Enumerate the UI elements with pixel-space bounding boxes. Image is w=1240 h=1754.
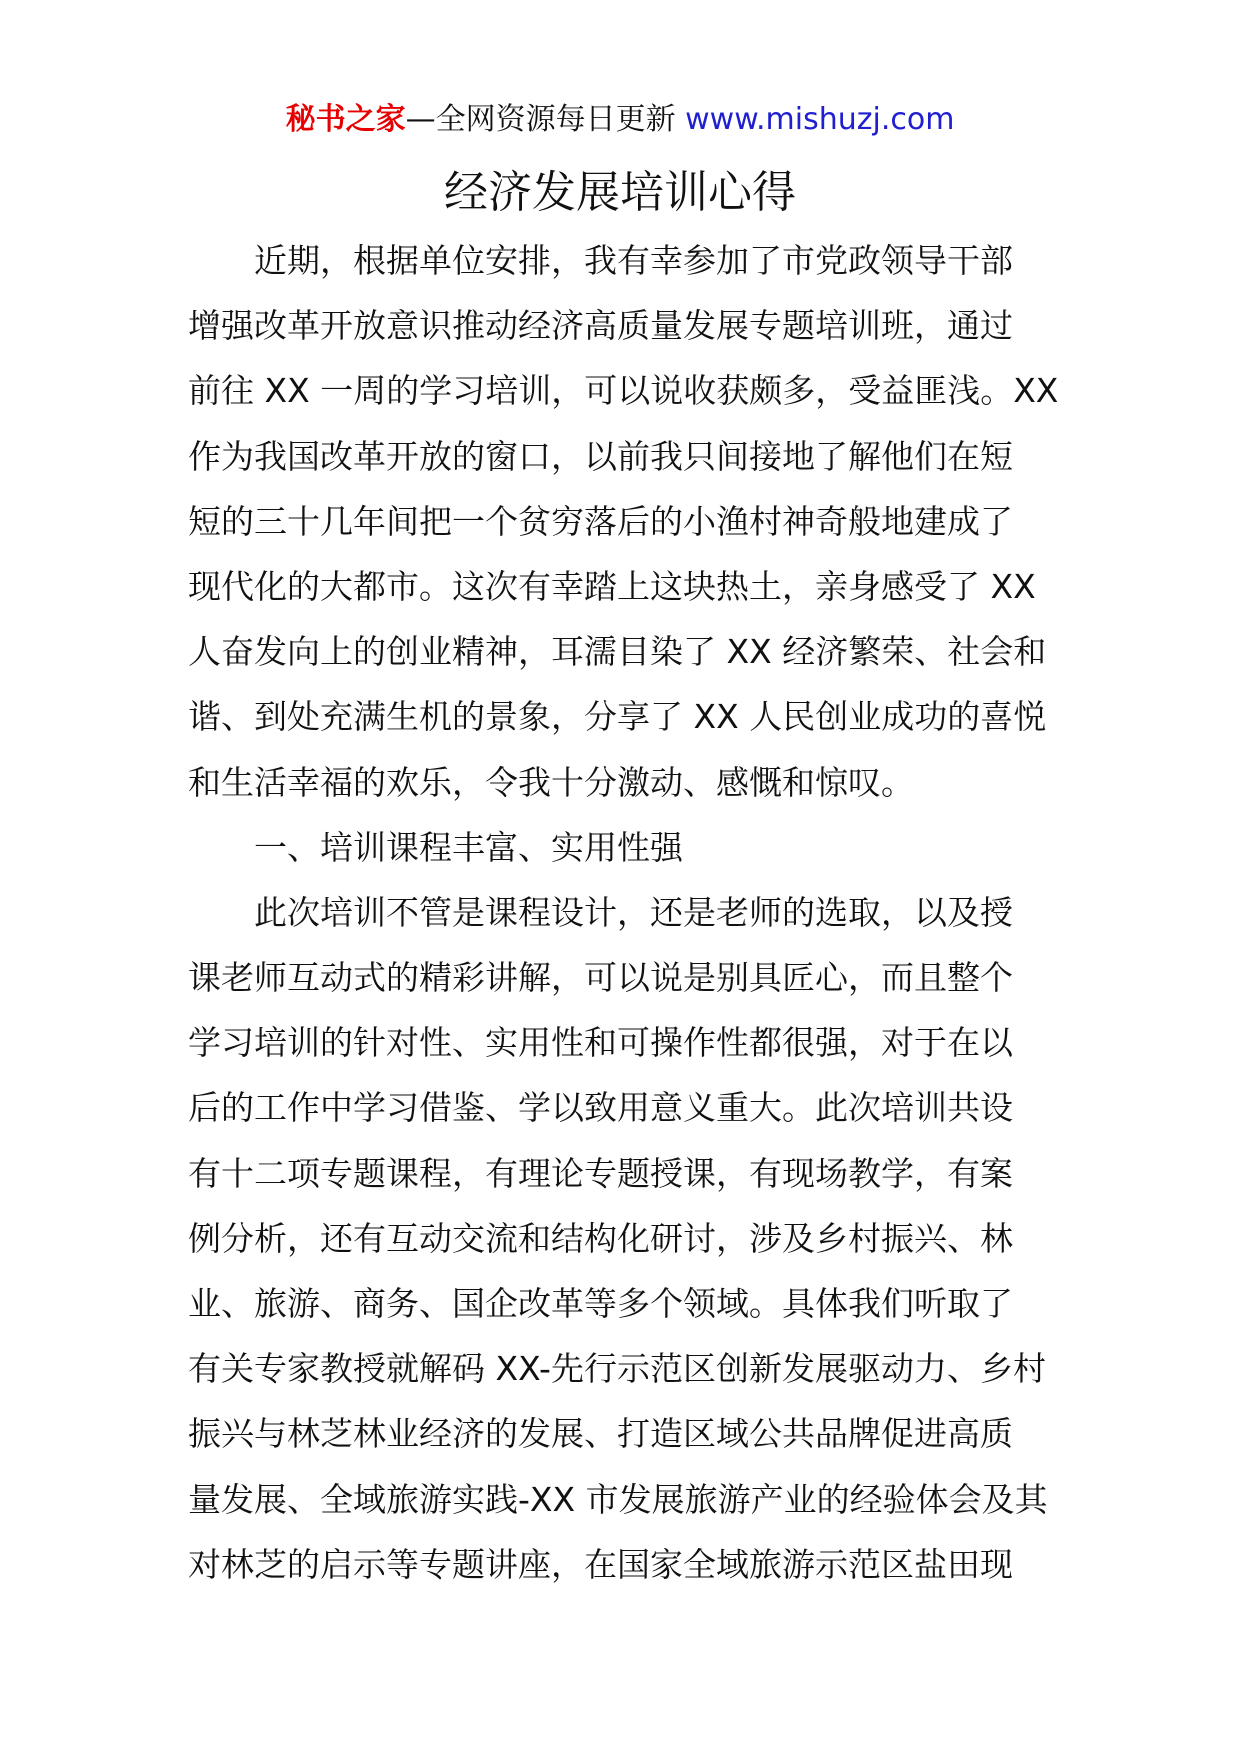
paragraph-line: 作为我国改革开放的窗口，以前我只间接地了解他们在短 <box>188 436 1013 476</box>
paragraph-line: 人奋发向上的创业精神，耳濡目染了 XX 经济繁荣、社会和 <box>188 632 1047 672</box>
paragraph-line: 现代化的大都市。这次有幸踏上这块热土，亲身感受了 XX <box>188 566 1036 606</box>
site-header <box>0 100 1240 140</box>
document-body <box>188 228 1058 1597</box>
paragraph-line: 学习培训的针对性、实用性和可操作性都很强，对于在以 <box>188 1023 1013 1063</box>
paragraph-line: 例分析，还有互动交流和结构化研讨，涉及乡村振兴、林 <box>188 1218 1013 1258</box>
paragraph-line: 前往 XX 一周的学习培训，可以说收获颇多，受益匪浅。XX <box>188 371 1058 411</box>
paragraph-line: 后的工作中学习借鉴、学以致用意义重大。此次培训共设 <box>188 1088 1013 1128</box>
paragraph-line: 有关专家教授就解码 XX-先行示范区创新发展驱动力、乡村 <box>188 1349 1046 1389</box>
header-slogan: —全网资源每日更新 <box>405 102 686 137</box>
paragraph-line: 振兴与林芝林业经济的发展、打造区域公共品牌促进高质 <box>188 1414 1013 1454</box>
section-heading: 一、培训课程丰富、实用性强 <box>254 827 683 867</box>
paragraph-line: 近期，根据单位安排，我有幸参加了市党政领导干部 <box>254 241 1013 280</box>
document-title: 经济发展培训心得 <box>444 167 796 218</box>
paragraph-line: 有十二项专题课程，有理论专题授课，有现场教学，有案 <box>188 1153 1013 1193</box>
paragraph-line: 量发展、全域旅游实践-XX 市发展旅游产业的经验体会及其 <box>188 1479 1048 1519</box>
paragraph-line: 对林芝的启示等专题讲座，在国家全域旅游示范区盐田现 <box>188 1544 1013 1584</box>
site-url-link[interactable]: www.mishuzj.com <box>685 102 955 137</box>
brand-name: 秘书之家 <box>285 102 406 137</box>
paragraph-line: 此次培训不管是课程设计，还是老师的选取，以及授 <box>254 892 1013 932</box>
paragraph-line: 增强改革开放意识推动经济高质量发展专题培训班，通过 <box>188 306 1013 346</box>
paragraph-line: 课老师互动式的精彩讲解，可以说是别具匠心，而且整个 <box>188 958 1013 998</box>
paragraph-line: 和生活幸福的欢乐，令我十分激动、感慨和惊叹。 <box>188 762 914 802</box>
paragraph-line: 谐、到处充满生机的景象，分享了 XX 人民创业成功的喜悦 <box>188 697 1047 737</box>
paragraph-line: 业、旅游、商务、国企改革等多个领域。具体我们听取了 <box>188 1284 1013 1323</box>
paragraph-line: 短的三十几年间把一个贫穷落后的小渔村神奇般地建成了 <box>188 501 1013 541</box>
